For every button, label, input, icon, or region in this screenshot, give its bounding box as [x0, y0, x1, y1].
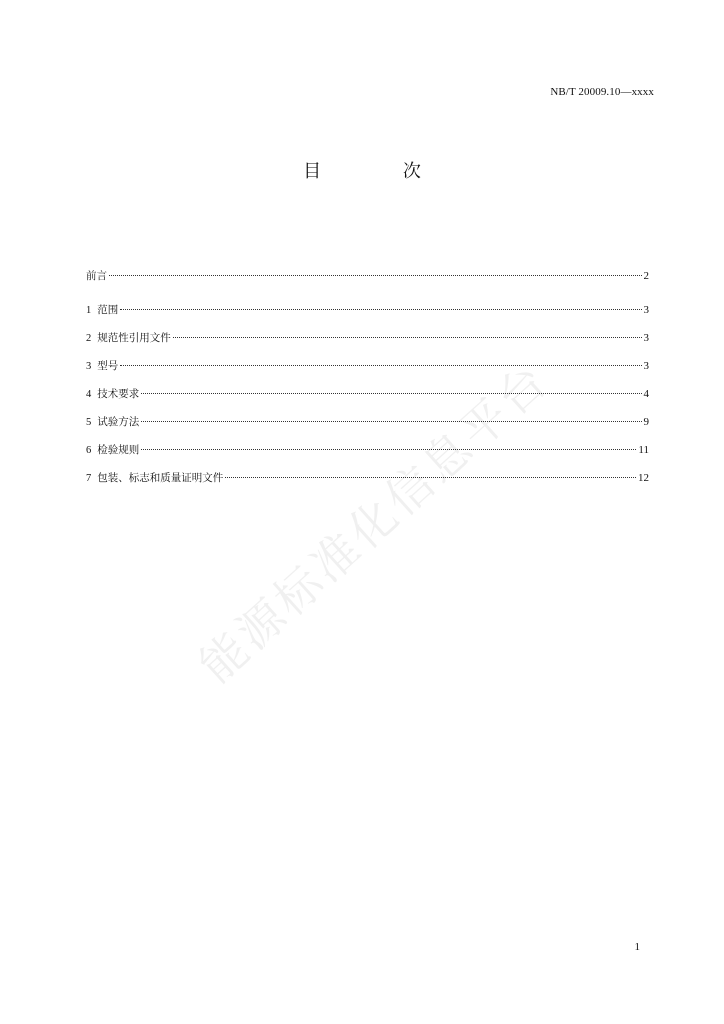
toc-entry-page: 12: [638, 472, 649, 484]
toc-leader-dots: [120, 365, 641, 366]
toc-entry-label: 试验方法: [97, 416, 140, 428]
toc-entry-label: 范围: [97, 304, 119, 316]
toc-entry-number: 7: [86, 473, 92, 484]
toc-entry-number: 5: [86, 417, 92, 428]
toc-entry-number: 2: [86, 333, 92, 344]
toc-entry-inspection-rules[interactable]: [86, 442, 649, 460]
toc-entry-foreword[interactable]: [86, 268, 649, 286]
toc-entry-number: 4: [86, 389, 92, 400]
toc-entry-scope[interactable]: [86, 302, 649, 320]
table-of-contents: [86, 268, 649, 498]
toc-entry-label: 包装、标志和质量证明文件: [97, 472, 224, 484]
toc-leader-dots: [120, 309, 641, 310]
toc-entry-number: 3: [86, 361, 92, 372]
toc-entry-page: 3: [643, 332, 649, 344]
toc-entry-test-methods[interactable]: [86, 414, 649, 432]
toc-leader-dots: [225, 477, 636, 478]
toc-entry-normative-references[interactable]: [86, 330, 649, 348]
toc-entry-label: 检验规则: [97, 444, 140, 456]
toc-entry-packaging-marking[interactable]: [86, 470, 649, 488]
toc-entry-label: 技术要求: [97, 388, 140, 400]
toc-leader-dots: [141, 449, 636, 450]
toc-entry-page: 2: [643, 270, 649, 282]
toc-entry-page: 11: [638, 444, 649, 456]
toc-entry-label: 前言: [86, 270, 107, 282]
toc-entry-page: 3: [643, 360, 649, 372]
toc-entry-page: 9: [643, 416, 649, 428]
toc-entry-page: 4: [643, 388, 649, 400]
toc-entry-number: 1: [86, 305, 92, 316]
toc-entry-model[interactable]: [86, 358, 649, 376]
toc-leader-dots: [173, 337, 642, 338]
toc-entry-technical-requirements[interactable]: [86, 386, 649, 404]
toc-entry-number: 6: [86, 445, 92, 456]
toc-title: 目 次: [303, 161, 459, 182]
toc-entry-page: 3: [643, 304, 649, 316]
watermark: 能源标准化信息平台: [188, 352, 560, 694]
toc-entry-label: 型号: [97, 360, 119, 372]
toc-leader-dots: [109, 275, 642, 276]
page-number: 1: [634, 941, 640, 953]
document-code: NB/T 20009.10—xxxx: [550, 86, 654, 98]
toc-leader-dots: [141, 421, 641, 422]
toc-leader-dots: [141, 393, 641, 394]
toc-entry-label: 规范性引用文件: [97, 332, 171, 344]
